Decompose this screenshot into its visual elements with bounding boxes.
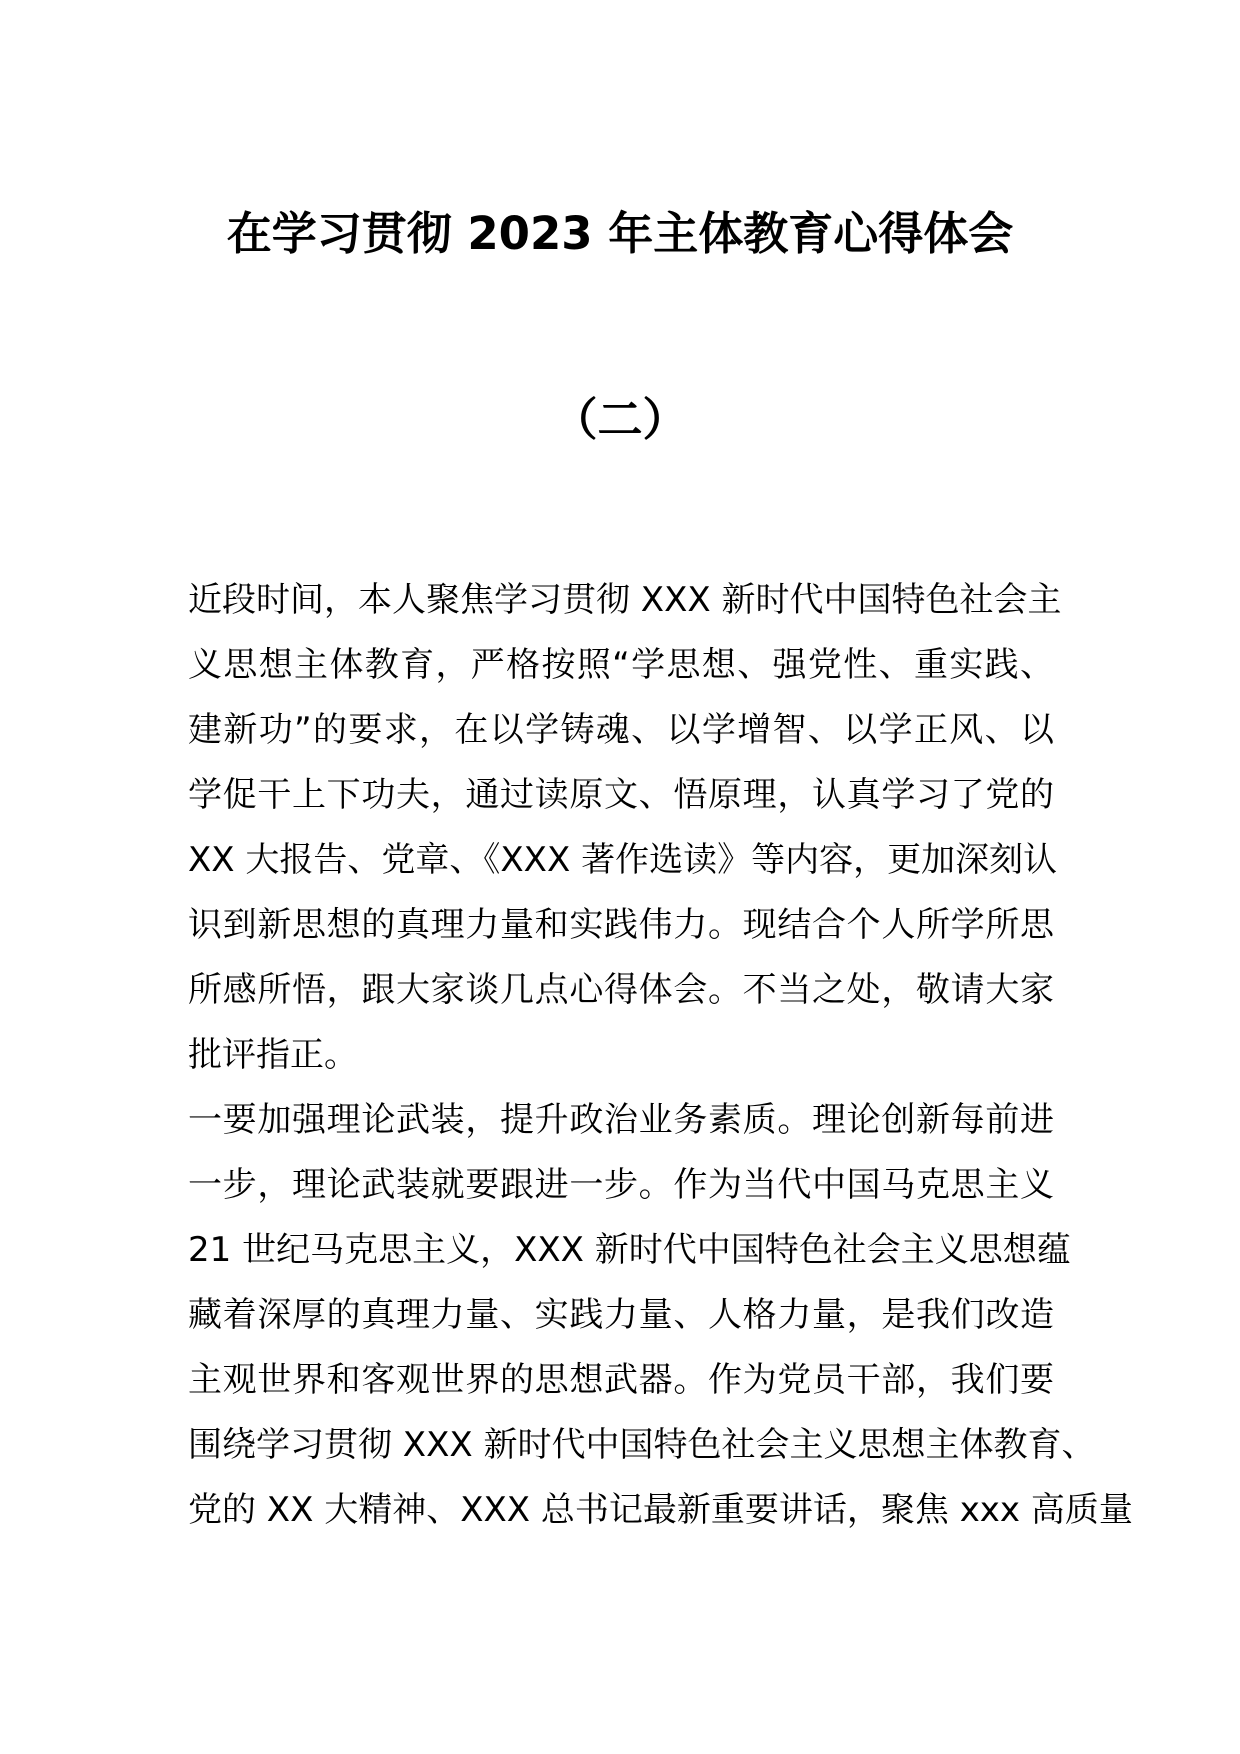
- paragraph-point-one: [188, 1088, 1133, 1543]
- body-line: 一要加强理论武装，提升政治业务素质。理论创新每前进: [188, 1100, 1054, 1140]
- body-line: 藏着深厚的真理力量、实践力量、人格力量，是我们改造: [188, 1295, 1054, 1335]
- document-body: [188, 568, 1133, 1543]
- paragraph-intro: [188, 568, 1062, 1088]
- body-line: 所感所悟，跟大家谈几点心得体会。不当之处，敬请大家: [188, 970, 1054, 1010]
- document-title: 在学习贯彻 2023 年主体教育心得体会: [226, 207, 1014, 260]
- body-line: XX 大报告、党章、《XXX 著作选读》等内容，更加深刻认: [188, 840, 1058, 880]
- body-line: 建新功”的要求，在以学铸魂、以学增智、以学正风、以: [188, 710, 1054, 750]
- body-line: 近段时间，本人聚焦学习贯彻 XXX 新时代中国特色社会主: [188, 580, 1062, 620]
- body-line: 主观世界和客观世界的思想武器。作为党员干部，我们要: [188, 1360, 1054, 1400]
- body-line: 学促干上下功夫，通过读原文、悟原理，认真学习了党的: [188, 775, 1054, 815]
- body-line: 党的 XX 大精神、XXX 总书记最新重要讲话，聚焦 xxx 高质量: [188, 1490, 1133, 1530]
- body-line: 义思想主体教育，严格按照“学思想、强党性、重实践、: [188, 645, 1054, 685]
- body-line: 一步，理论武装就要跟进一步。作为当代中国马克思主义: [188, 1165, 1054, 1205]
- document-subtitle: （二）: [552, 393, 688, 446]
- body-line: 围绕学习贯彻 XXX 新时代中国特色社会主义思想主体教育、: [188, 1425, 1096, 1465]
- body-line: 批评指正。: [188, 1035, 358, 1075]
- body-line: 识到新思想的真理力量和实践伟力。现结合个人所学所思: [188, 905, 1054, 945]
- body-line: 21 世纪马克思主义，XXX 新时代中国特色社会主义思想蕴: [188, 1230, 1071, 1270]
